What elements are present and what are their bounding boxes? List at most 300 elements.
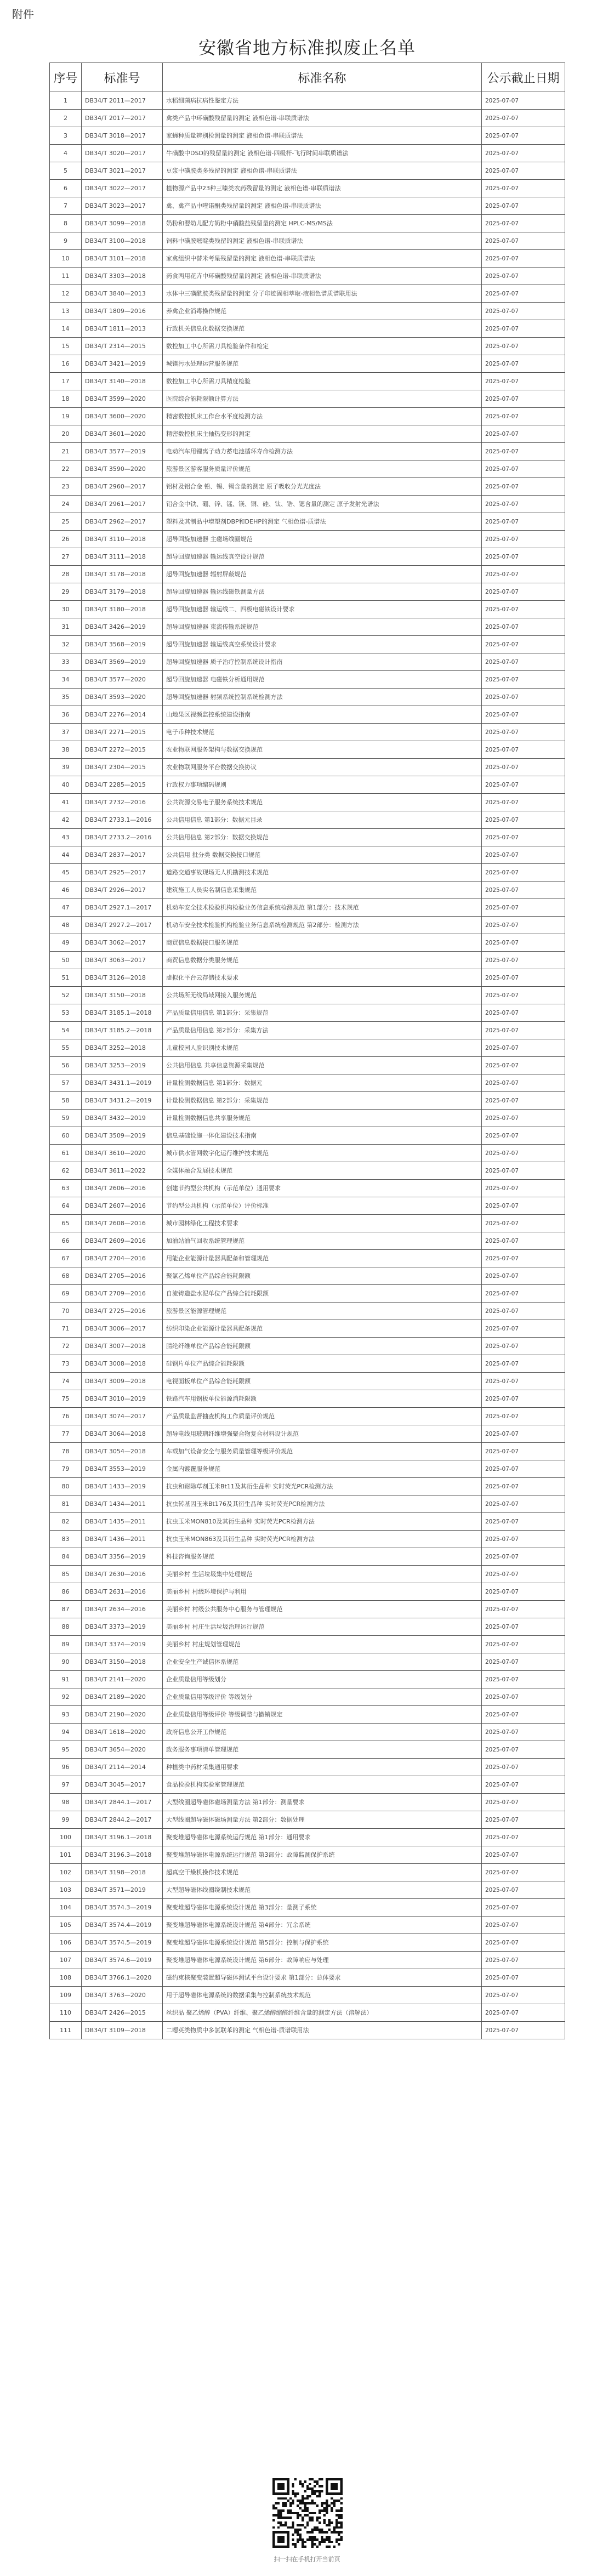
row-standard-code: DB34/T 3180—2018	[82, 601, 163, 618]
row-index: 48	[50, 917, 82, 934]
table-row	[50, 1373, 565, 1390]
table-row	[50, 145, 565, 162]
row-deadline: 2025-07-07	[482, 408, 565, 425]
row-index: 13	[50, 303, 82, 320]
row-standard-code: DB34/T 1435—2011	[82, 1513, 163, 1531]
table-row	[50, 1443, 565, 1460]
row-standard-code: DB34/T 3109—2018	[82, 2022, 163, 2039]
row-standard-code: DB34/T 3020—2017	[82, 145, 163, 162]
row-standard-code: DB34/T 3021—2017	[82, 162, 163, 180]
row-standard-code: DB34/T 3150—2018	[82, 987, 163, 1004]
row-index: 22	[50, 460, 82, 478]
table-row	[50, 1478, 565, 1495]
row-standard-name: 抗虫玉米MON863及其衍生品种 实时荧光PCR检测方法	[163, 1531, 482, 1548]
row-standard-name: 超导回旋加速器 束流传输系统规范	[163, 618, 482, 636]
row-deadline: 2025-07-07	[482, 1899, 565, 1917]
column-header-code: 标准号	[82, 63, 163, 92]
row-standard-code: DB34/T 2927.2—2017	[82, 917, 163, 934]
row-deadline: 2025-07-07	[482, 636, 565, 653]
table-row	[50, 1162, 565, 1180]
row-standard-code: DB34/T 3599—2020	[82, 390, 163, 408]
row-deadline: 2025-07-07	[482, 1724, 565, 1741]
row-index: 82	[50, 1513, 82, 1531]
row-index: 31	[50, 618, 82, 636]
row-index: 102	[50, 1864, 82, 1881]
row-standard-code: DB34/T 2189—2020	[82, 1688, 163, 1706]
row-index: 43	[50, 829, 82, 846]
table-row	[50, 1531, 565, 1548]
table-row	[50, 268, 565, 285]
row-standard-name: 抗虫转基因玉米Bt176及其衍生品种 实时荧光PCR检测方法	[163, 1495, 482, 1513]
row-standard-name: 政府信息公开工作规范	[163, 1724, 482, 1741]
row-standard-code: DB34/T 3198—2018	[82, 1864, 163, 1881]
row-deadline: 2025-07-07	[482, 1881, 565, 1899]
table-row	[50, 1390, 565, 1408]
row-index: 15	[50, 338, 82, 355]
row-standard-code: DB34/T 2608—2016	[82, 1215, 163, 1232]
table-row	[50, 1232, 565, 1250]
row-standard-name: 企业质量信用等级评价 等级划分	[163, 1688, 482, 1706]
row-standard-code: DB34/T 3110—2018	[82, 531, 163, 548]
row-standard-code: DB34/T 3045—2017	[82, 1776, 163, 1794]
table-row	[50, 653, 565, 671]
row-standard-code: DB34/T 3063—2017	[82, 952, 163, 969]
row-deadline: 2025-07-07	[482, 952, 565, 969]
table-row	[50, 1110, 565, 1127]
table-row	[50, 2022, 565, 2039]
column-header-index: 序号	[50, 63, 82, 92]
table-row	[50, 197, 565, 215]
row-index: 23	[50, 478, 82, 496]
table-row	[50, 846, 565, 864]
row-index: 26	[50, 531, 82, 548]
table-row	[50, 1636, 565, 1653]
row-standard-code: DB34/T 2426—2015	[82, 2004, 163, 2022]
row-deadline: 2025-07-07	[482, 1478, 565, 1495]
row-standard-code: DB34/T 3431.2—2019	[82, 1092, 163, 1110]
table-row	[50, 1215, 565, 1232]
row-standard-code: DB34/T 2011—2017	[82, 92, 163, 110]
row-standard-code: DB34/T 3421—2019	[82, 355, 163, 373]
row-index: 47	[50, 899, 82, 917]
row-index: 85	[50, 1566, 82, 1583]
row-standard-name: 抗虫和耐除草剂玉米Bt11及其衍生品种 实时荧光PCR检测方法	[163, 1478, 482, 1495]
table-row	[50, 1004, 565, 1022]
table-row	[50, 636, 565, 653]
row-deadline: 2025-07-07	[482, 864, 565, 882]
row-standard-name: 金属内镀覆服务规范	[163, 1460, 482, 1478]
row-deadline: 2025-07-07	[482, 583, 565, 601]
row-deadline: 2025-07-07	[482, 1846, 565, 1864]
row-standard-code: DB34/T 3654—2020	[82, 1741, 163, 1759]
table-row	[50, 1303, 565, 1320]
row-deadline: 2025-07-07	[482, 232, 565, 250]
row-standard-name: 牛磺酸中DSD的残留量的测定 液相色谱-四级杆-飞行时间串联质谱法	[163, 145, 482, 162]
table-row	[50, 1759, 565, 1776]
row-index: 5	[50, 162, 82, 180]
table-row	[50, 303, 565, 320]
row-deadline: 2025-07-07	[482, 110, 565, 127]
table-row	[50, 1039, 565, 1057]
row-standard-name: 超真空干燥机操作技术规范	[163, 1864, 482, 1881]
row-standard-code: DB34/T 3062—2017	[82, 934, 163, 952]
row-index: 79	[50, 1460, 82, 1478]
row-standard-code: DB34/T 3374—2019	[82, 1636, 163, 1653]
row-standard-code: DB34/T 2927.1—2017	[82, 899, 163, 917]
row-deadline: 2025-07-07	[482, 1987, 565, 2004]
row-standard-name: 聚变堆超导磁体电源系统设计规范 第6部分：故障响应与处理	[163, 1952, 482, 1969]
row-standard-code: DB34/T 3571—2019	[82, 1881, 163, 1899]
row-deadline: 2025-07-07	[482, 1583, 565, 1601]
table-row	[50, 706, 565, 724]
table-row	[50, 829, 565, 846]
row-standard-name: 植物源产品中23种三嗪类农药残留量的测定 液相色谱-串联质谱法	[163, 180, 482, 197]
row-standard-name: 种植类中药材采集通用要求	[163, 1759, 482, 1776]
row-deadline: 2025-07-07	[482, 1688, 565, 1706]
row-deadline: 2025-07-07	[482, 162, 565, 180]
row-standard-code: DB34/T 3303—2018	[82, 268, 163, 285]
row-deadline: 2025-07-07	[482, 1320, 565, 1338]
row-index: 63	[50, 1180, 82, 1197]
row-index: 40	[50, 776, 82, 794]
row-standard-name: 数控加工中心所需刀具精度检验	[163, 373, 482, 390]
row-index: 9	[50, 232, 82, 250]
row-deadline: 2025-07-07	[482, 1706, 565, 1724]
row-standard-code: DB34/T 3356—2019	[82, 1548, 163, 1566]
table-row	[50, 1671, 565, 1688]
row-index: 68	[50, 1267, 82, 1285]
row-standard-name: 电子币种技术规范	[163, 724, 482, 741]
table-row	[50, 689, 565, 706]
row-deadline: 2025-07-07	[482, 1162, 565, 1180]
row-deadline: 2025-07-07	[482, 1460, 565, 1478]
row-deadline: 2025-07-07	[482, 969, 565, 987]
row-deadline: 2025-07-07	[482, 1373, 565, 1390]
row-standard-code: DB34/T 3574.4—2019	[82, 1917, 163, 1934]
row-index: 105	[50, 1917, 82, 1934]
row-deadline: 2025-07-07	[482, 285, 565, 303]
table-row	[50, 1917, 565, 1934]
row-deadline: 2025-07-07	[482, 1776, 565, 1794]
row-standard-name: 公共资源交易电子服务系统技术规范	[163, 794, 482, 811]
table-row	[50, 531, 565, 548]
row-index: 59	[50, 1110, 82, 1127]
row-index: 61	[50, 1145, 82, 1162]
row-index: 7	[50, 197, 82, 215]
row-standard-code: DB34/T 3577—2020	[82, 671, 163, 689]
row-index: 106	[50, 1934, 82, 1952]
row-standard-code: DB34/T 3196.3—2018	[82, 1846, 163, 1864]
row-standard-code: DB34/T 3593—2020	[82, 689, 163, 706]
row-standard-code: DB34/T 2141—2020	[82, 1671, 163, 1688]
table-row	[50, 443, 565, 460]
row-deadline: 2025-07-07	[482, 496, 565, 513]
row-deadline: 2025-07-07	[482, 1074, 565, 1092]
row-standard-name: 二噁英类物质中多氯联苯的测定 气相色谱-质谱联用法	[163, 2022, 482, 2039]
row-deadline: 2025-07-07	[482, 1829, 565, 1846]
row-index: 76	[50, 1408, 82, 1425]
row-standard-code: DB34/T 3010—2019	[82, 1390, 163, 1408]
row-deadline: 2025-07-07	[482, 1267, 565, 1285]
row-standard-name: 养禽企业消毒操作规范	[163, 303, 482, 320]
row-index: 37	[50, 724, 82, 741]
row-deadline: 2025-07-07	[482, 425, 565, 443]
row-deadline: 2025-07-07	[482, 1355, 565, 1373]
row-standard-code: DB34/T 3008—2018	[82, 1355, 163, 1373]
row-standard-code: DB34/T 3568—2019	[82, 636, 163, 653]
row-deadline: 2025-07-07	[482, 1653, 565, 1671]
row-deadline: 2025-07-07	[482, 197, 565, 215]
row-standard-name: 加油站油气回收系统管理规范	[163, 1232, 482, 1250]
row-index: 42	[50, 811, 82, 829]
row-index: 8	[50, 215, 82, 232]
table-row	[50, 355, 565, 373]
row-deadline: 2025-07-07	[482, 92, 565, 110]
row-standard-name: 食品检验机构实验室管理规范	[163, 1776, 482, 1794]
row-standard-name: 美丽乡村 村庄生活垃圾治理运行规范	[163, 1618, 482, 1636]
row-index: 29	[50, 583, 82, 601]
row-standard-name: 美丽乡村 村庄规划管理规范	[163, 1636, 482, 1653]
table-row	[50, 917, 565, 934]
column-header-deadline: 公示截止日期	[482, 63, 565, 92]
row-standard-code: DB34/T 3569—2019	[82, 653, 163, 671]
row-deadline: 2025-07-07	[482, 566, 565, 583]
row-index: 72	[50, 1338, 82, 1355]
row-index: 1	[50, 92, 82, 110]
row-index: 55	[50, 1039, 82, 1057]
row-index: 30	[50, 601, 82, 618]
row-standard-code: DB34/T 3610—2020	[82, 1145, 163, 1162]
row-deadline: 2025-07-07	[482, 1531, 565, 1548]
row-deadline: 2025-07-07	[482, 1215, 565, 1232]
row-standard-code: DB34/T 1434—2011	[82, 1495, 163, 1513]
row-index: 100	[50, 1829, 82, 1846]
row-index: 10	[50, 250, 82, 268]
row-standard-code: DB34/T 2634—2016	[82, 1601, 163, 1618]
row-standard-name: 抗虫玉米MON810及其衍生品种 实时荧光PCR检测方法	[163, 1513, 482, 1531]
row-standard-name: 精密数控机床主轴热变形的测定	[163, 425, 482, 443]
table-row	[50, 794, 565, 811]
row-standard-code: DB34/T 3426—2019	[82, 618, 163, 636]
row-standard-code: DB34/T 3178—2018	[82, 566, 163, 583]
row-deadline: 2025-07-07	[482, 1741, 565, 1759]
row-standard-name: 公共信用信息 共享信息资源采集规范	[163, 1057, 482, 1074]
row-standard-code: DB34/T 3432—2019	[82, 1110, 163, 1127]
row-standard-code: DB34/T 2017—2017	[82, 110, 163, 127]
table-row	[50, 1969, 565, 1987]
row-index: 62	[50, 1162, 82, 1180]
table-row	[50, 1881, 565, 1899]
row-standard-name: 超导回旋加速器 质子治疗控制系统设计指南	[163, 653, 482, 671]
row-index: 103	[50, 1881, 82, 1899]
row-standard-name: 铝合金中铁、硼、锌、锰、镁、铜、硅、钛、锆、锶含量的测定 原子发射光谱法	[163, 496, 482, 513]
row-standard-code: DB34/T 3601—2020	[82, 425, 163, 443]
row-standard-code: DB34/T 2961—2017	[82, 496, 163, 513]
row-standard-code: DB34/T 3553—2019	[82, 1460, 163, 1478]
qr-code	[272, 2478, 343, 2548]
row-deadline: 2025-07-07	[482, 145, 565, 162]
row-index: 87	[50, 1601, 82, 1618]
row-deadline: 2025-07-07	[482, 1618, 565, 1636]
table-row	[50, 1741, 565, 1759]
row-index: 104	[50, 1899, 82, 1917]
row-standard-code: DB34/T 3018—2017	[82, 127, 163, 145]
row-standard-name: 纺织印染企业能源计量器具配备规范	[163, 1320, 482, 1338]
table-row	[50, 1197, 565, 1215]
row-index: 36	[50, 706, 82, 724]
table-row	[50, 425, 565, 443]
table-row	[50, 110, 565, 127]
row-index: 18	[50, 390, 82, 408]
row-index: 65	[50, 1215, 82, 1232]
table-row	[50, 1320, 565, 1338]
row-deadline: 2025-07-07	[482, 1004, 565, 1022]
row-standard-name: 商贸信息数据分类服务规范	[163, 952, 482, 969]
row-index: 71	[50, 1320, 82, 1338]
row-standard-name: 豆浆中磺胺类多残留的测定 液相色谱-串联质谱法	[163, 162, 482, 180]
row-standard-code: DB34/T 3600—2020	[82, 408, 163, 425]
row-standard-name: 聚变堆超导磁体电源系统设计规范 第5部分：控制与保护系统	[163, 1934, 482, 1952]
row-standard-name: 美丽乡村 村级公共服务中心服务与管理规范	[163, 1601, 482, 1618]
row-standard-name: 虚拟化平台云存储技术要求	[163, 969, 482, 987]
row-standard-name: 计量检测数据信息 第2部分：采集规范	[163, 1092, 482, 1110]
table-row	[50, 1987, 565, 2004]
row-standard-code: DB34/T 3009—2018	[82, 1373, 163, 1390]
row-standard-code: DB34/T 2631—2016	[82, 1583, 163, 1601]
row-standard-name: 全媒体融合发展技术规范	[163, 1162, 482, 1180]
row-standard-code: DB34/T 2607—2016	[82, 1197, 163, 1215]
table-row	[50, 1513, 565, 1531]
row-standard-name: 建筑施工人员实名制信息采集规范	[163, 882, 482, 899]
table-row	[50, 232, 565, 250]
row-index: 64	[50, 1197, 82, 1215]
table-row	[50, 320, 565, 338]
row-index: 2	[50, 110, 82, 127]
row-deadline: 2025-07-07	[482, 1127, 565, 1145]
row-standard-name: 禽类产品中环磺酸残留量的测定 液相色谱-串联质谱法	[163, 110, 482, 127]
table-row	[50, 215, 565, 232]
table-row	[50, 285, 565, 303]
table-row	[50, 1583, 565, 1601]
row-standard-name: 大型超导磁体线圈绕制技术规范	[163, 1881, 482, 1899]
table-row	[50, 1495, 565, 1513]
table-row	[50, 987, 565, 1004]
row-standard-code: DB34/T 3253—2019	[82, 1057, 163, 1074]
row-standard-code: DB34/T 1809—2016	[82, 303, 163, 320]
row-deadline: 2025-07-07	[482, 250, 565, 268]
row-index: 95	[50, 1741, 82, 1759]
row-standard-name: 公共信用信息 第2部分：数据交换规范	[163, 829, 482, 846]
row-index: 92	[50, 1688, 82, 1706]
row-deadline: 2025-07-07	[482, 513, 565, 531]
row-standard-code: DB34/T 2609—2016	[82, 1232, 163, 1250]
row-deadline: 2025-07-07	[482, 987, 565, 1004]
row-standard-code: DB34/T 2962—2017	[82, 513, 163, 531]
row-index: 12	[50, 285, 82, 303]
row-standard-code: DB34/T 2276—2014	[82, 706, 163, 724]
row-standard-code: DB34/T 2709—2016	[82, 1285, 163, 1303]
row-standard-code: DB34/T 3574.5—2019	[82, 1934, 163, 1952]
row-deadline: 2025-07-07	[482, 1969, 565, 1987]
row-deadline: 2025-07-07	[482, 2004, 565, 2022]
row-standard-name: 农业物联网服务平台数据交换协议	[163, 759, 482, 776]
row-deadline: 2025-07-07	[482, 1408, 565, 1425]
table-row	[50, 671, 565, 689]
row-standard-name: 旅游景区能源管理规范	[163, 1303, 482, 1320]
row-standard-code: DB34/T 3099—2018	[82, 215, 163, 232]
table-row	[50, 1794, 565, 1811]
table-row	[50, 180, 565, 197]
row-standard-name: 禽、禽产品中喹诺酮类残留量的测定 液相色谱-串联质谱法	[163, 197, 482, 215]
row-standard-name: 创建节约型公共机构（示范单位）通用要求	[163, 1180, 482, 1197]
row-standard-name: 超导回旋加速器 输运线磁铁测量方法	[163, 583, 482, 601]
row-standard-name: 企业质量信用等级划分	[163, 1671, 482, 1688]
row-deadline: 2025-07-07	[482, 689, 565, 706]
table-header-row	[50, 63, 565, 92]
row-deadline: 2025-07-07	[482, 1092, 565, 1110]
table-row	[50, 882, 565, 899]
row-deadline: 2025-07-07	[482, 268, 565, 285]
row-standard-name: 水体中三磺酰胺类残留量的测定 分子印迹固相萃取-液相色谱质谱联用法	[163, 285, 482, 303]
row-index: 77	[50, 1425, 82, 1443]
row-index: 78	[50, 1443, 82, 1460]
table-row	[50, 92, 565, 110]
table-row	[50, 460, 565, 478]
row-deadline: 2025-07-07	[482, 1566, 565, 1583]
table-row	[50, 1092, 565, 1110]
table-row	[50, 811, 565, 829]
row-index: 33	[50, 653, 82, 671]
row-standard-code: DB34/T 3111—2018	[82, 548, 163, 566]
row-standard-name: 家禽组织中替米考星残留量的测定 液相色谱-串联质谱法	[163, 250, 482, 268]
table-row	[50, 1899, 565, 1917]
row-deadline: 2025-07-07	[482, 1022, 565, 1039]
row-index: 51	[50, 969, 82, 987]
table-row	[50, 408, 565, 425]
row-standard-name: 电动汽车用锂离子动力蓄电池循环寿命检测方法	[163, 443, 482, 460]
row-standard-name: 塑料及其制品中增塑剂DBP和DEHP的测定 气相色谱-质谱法	[163, 513, 482, 531]
row-index: 84	[50, 1548, 82, 1566]
row-deadline: 2025-07-07	[482, 1671, 565, 1688]
row-standard-code: DB34/T 3140—2018	[82, 373, 163, 390]
row-index: 44	[50, 846, 82, 864]
row-standard-name: 聚变堆超导磁体电源系统设计规范 第3部分：量测子系统	[163, 1899, 482, 1917]
row-standard-name: 公共信用信息 第1部分：数据元目录	[163, 811, 482, 829]
row-standard-code: DB34/T 2926—2017	[82, 882, 163, 899]
table-row	[50, 1425, 565, 1443]
table-row	[50, 969, 565, 987]
table-row	[50, 1074, 565, 1092]
row-deadline: 2025-07-07	[482, 531, 565, 548]
row-index: 41	[50, 794, 82, 811]
row-index: 46	[50, 882, 82, 899]
column-header-name: 标准名称	[163, 63, 482, 92]
row-deadline: 2025-07-07	[482, 1285, 565, 1303]
row-standard-name: 超导电线用玻璃纤维增强聚合物复合材料设计规范	[163, 1425, 482, 1443]
row-standard-code: DB34/T 3509—2019	[82, 1127, 163, 1145]
row-deadline: 2025-07-07	[482, 917, 565, 934]
row-deadline: 2025-07-07	[482, 671, 565, 689]
row-index: 107	[50, 1952, 82, 1969]
row-standard-name: 铝材及铝合金 铅、锡、镉含量的测定 原子吸收分光光度法	[163, 478, 482, 496]
row-standard-code: DB34/T 3574.3—2019	[82, 1899, 163, 1917]
row-standard-name: 公共信用 批分类 数据交换接口规范	[163, 846, 482, 864]
row-deadline: 2025-07-07	[482, 443, 565, 460]
row-deadline: 2025-07-07	[482, 215, 565, 232]
row-index: 108	[50, 1969, 82, 1987]
row-standard-name: 道路交通事故现场无人机勘测技术规范	[163, 864, 482, 882]
row-standard-name: 超导回旋加速器 射频系统控制系统检测方法	[163, 689, 482, 706]
